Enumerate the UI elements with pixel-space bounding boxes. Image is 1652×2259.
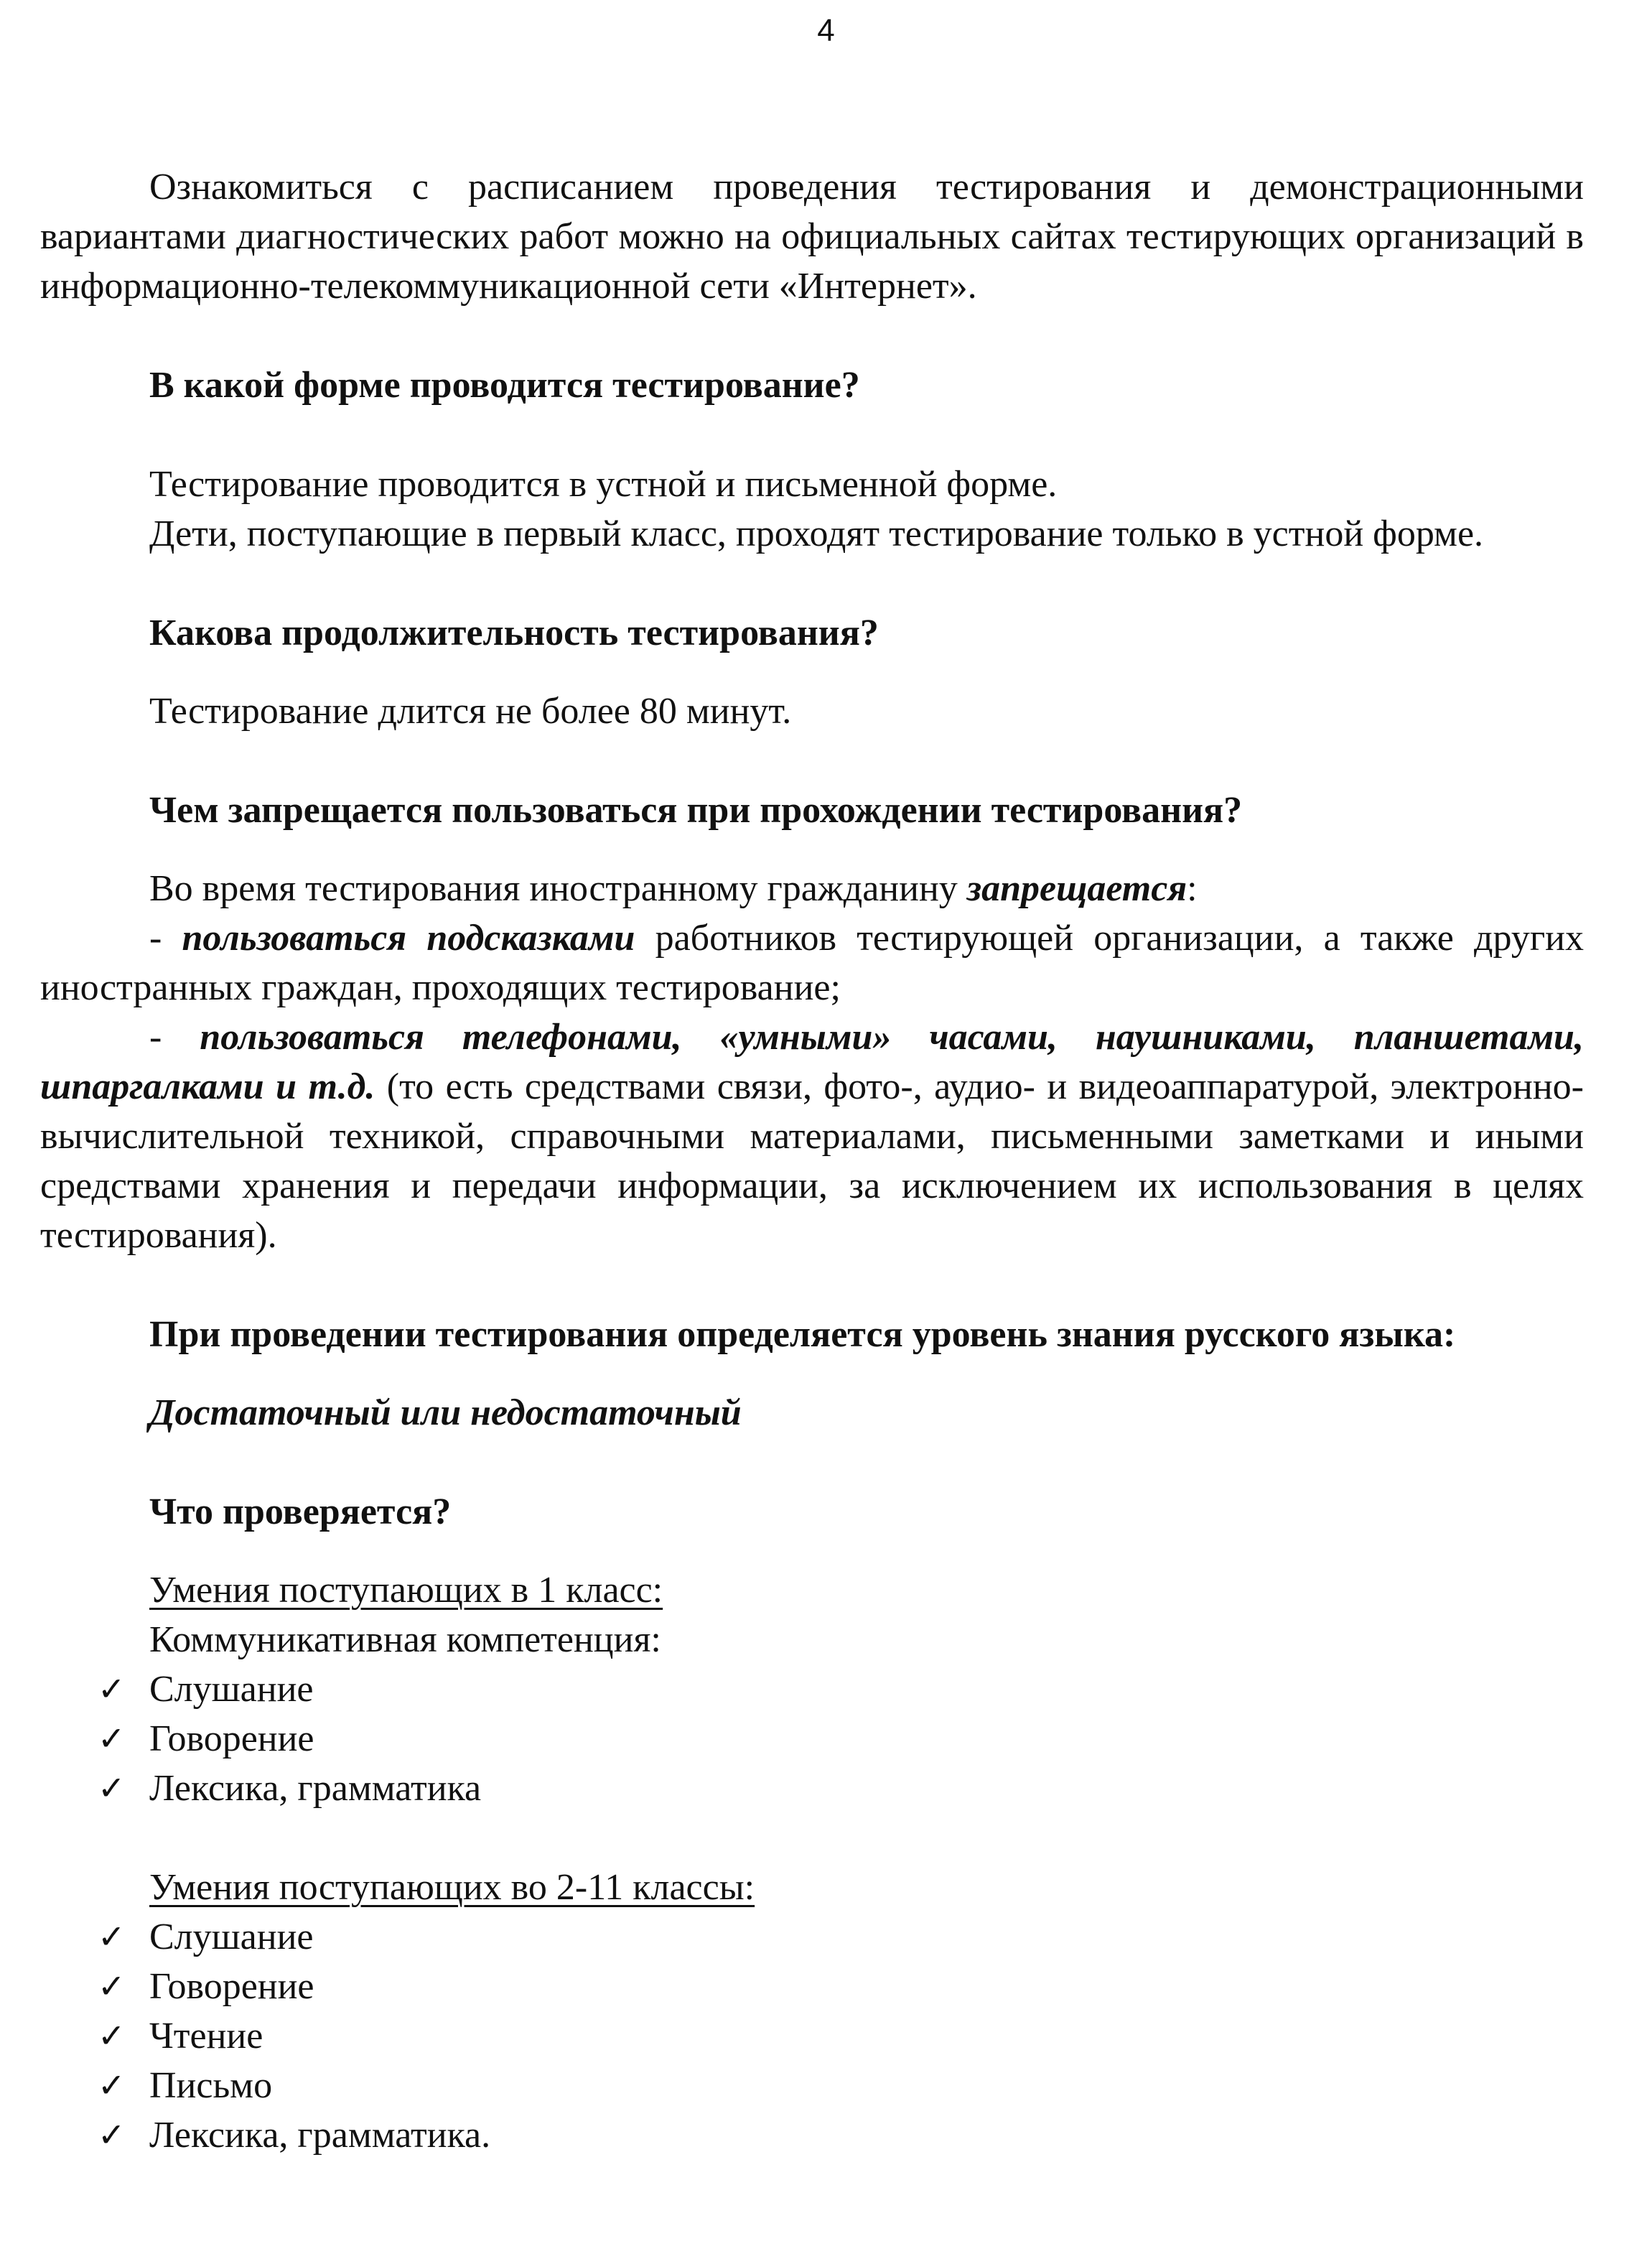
grade2-skills-list: [40, 1912, 1584, 2160]
list-item-label: Слушание: [149, 1669, 314, 1710]
list-item: [40, 1962, 1584, 2011]
list-item: [40, 1664, 1584, 1714]
list-item: [40, 2061, 1584, 2110]
forbidden-item-hints: [40, 913, 1584, 1012]
checkmark-icon: ✓: [98, 2066, 126, 2105]
intro-paragraph: Ознакомиться с расписанием проведения тестирования и демонстрационными вариантами диагностических работ можно на официальных сайтах тестирующих организаций в информационно-телекоммуникационной сети «Интернет».: [40, 167, 1584, 307]
list-item-label: Говорение: [149, 1966, 314, 2007]
document-body: [40, 162, 1584, 2160]
forbidden-lead-text: Во время тестирования иностранному гражданину: [149, 868, 967, 909]
forbidden-item-hints-text: работников тестирующей организации, а также других иностранных граждан, проходящих тестирование;: [40, 918, 1584, 1008]
list-item: [40, 2110, 1584, 2160]
forbidden-item-devices-text: (то есть средствами связи, фото-, аудио- и видеоаппаратурой, электронно-вычислительной техникой, справочными материалами, письменными заметками и иными средствами хранения и передачи информации, за исключением их использования в целях тестирования).: [40, 1066, 1584, 1256]
list-item: [40, 2011, 1584, 2061]
heading-knowledge-level: При проведении тестирования определяется уровень знания русского языка:: [149, 1314, 1456, 1355]
list-item-label: Письмо: [149, 2065, 273, 2106]
forbidden-item-hints-dash: -: [149, 918, 182, 959]
grade1-skills-title: Умения поступающих в 1 класс:: [149, 1570, 663, 1611]
forbidden-lead-colon: :: [1187, 868, 1198, 909]
grade1-skills-list: [40, 1664, 1584, 1813]
heading-what-is-checked: Что проверяется?: [149, 1491, 452, 1532]
checkmark-icon: ✓: [98, 2115, 126, 2154]
forbidden-lead-emphasis: запрещается: [966, 868, 1187, 909]
duration-paragraph: Тестирование длится не более 80 минут.: [149, 691, 792, 732]
list-item: [40, 1714, 1584, 1764]
checkmark-icon: ✓: [98, 1769, 126, 1807]
list-item: [40, 1764, 1584, 1813]
list-item-label: Слушание: [149, 1916, 314, 1957]
heading-forbidden: Чем запрещается пользоваться при прохождении тестирования?: [149, 790, 1243, 831]
page-number: 4: [817, 13, 835, 48]
list-item: [40, 1912, 1584, 1962]
grade1-competence-label: Коммуникативная компетенция:: [149, 1619, 661, 1660]
knowledge-level-value: Достаточный или недостаточный: [149, 1392, 742, 1433]
list-item-label: Говорение: [149, 1718, 314, 1759]
checkmark-icon: ✓: [98, 1669, 126, 1708]
heading-test-form: В какой форме проводится тестирование?: [149, 365, 860, 406]
list-item-label: Лексика, грамматика: [149, 1768, 482, 1809]
forbidden-item-hints-emphasis: пользоваться подсказками: [182, 918, 635, 959]
checkmark-icon: ✓: [98, 1967, 126, 2006]
checkmark-icon: ✓: [98, 2016, 126, 2055]
forbidden-item-devices: [40, 1012, 1584, 1260]
checkmark-icon: ✓: [98, 1719, 126, 1758]
list-item-label: Чтение: [149, 2016, 263, 2057]
form-paragraph-1: Тестирование проводится в устной и письменной форме.: [149, 464, 1058, 505]
forbidden-lead: [40, 864, 1584, 913]
grade2-skills-title: Умения поступающих во 2-11 классы:: [149, 1867, 755, 1908]
list-item-label: Лексика, грамматика.: [149, 2115, 491, 2156]
heading-test-duration: Какова продолжительность тестирования?: [149, 613, 879, 653]
forbidden-item-devices-dash: -: [149, 1017, 200, 1058]
form-paragraph-2: Дети, поступающие в первый класс, проходят тестирование только в устной форме.: [149, 513, 1484, 554]
forbidden-item-devices-emphasis: пользоваться телефонами, «умными» часами, наушниками, планшетами, шпаргалками и т.д.: [40, 1017, 1584, 1107]
checkmark-icon: ✓: [98, 1917, 126, 1956]
